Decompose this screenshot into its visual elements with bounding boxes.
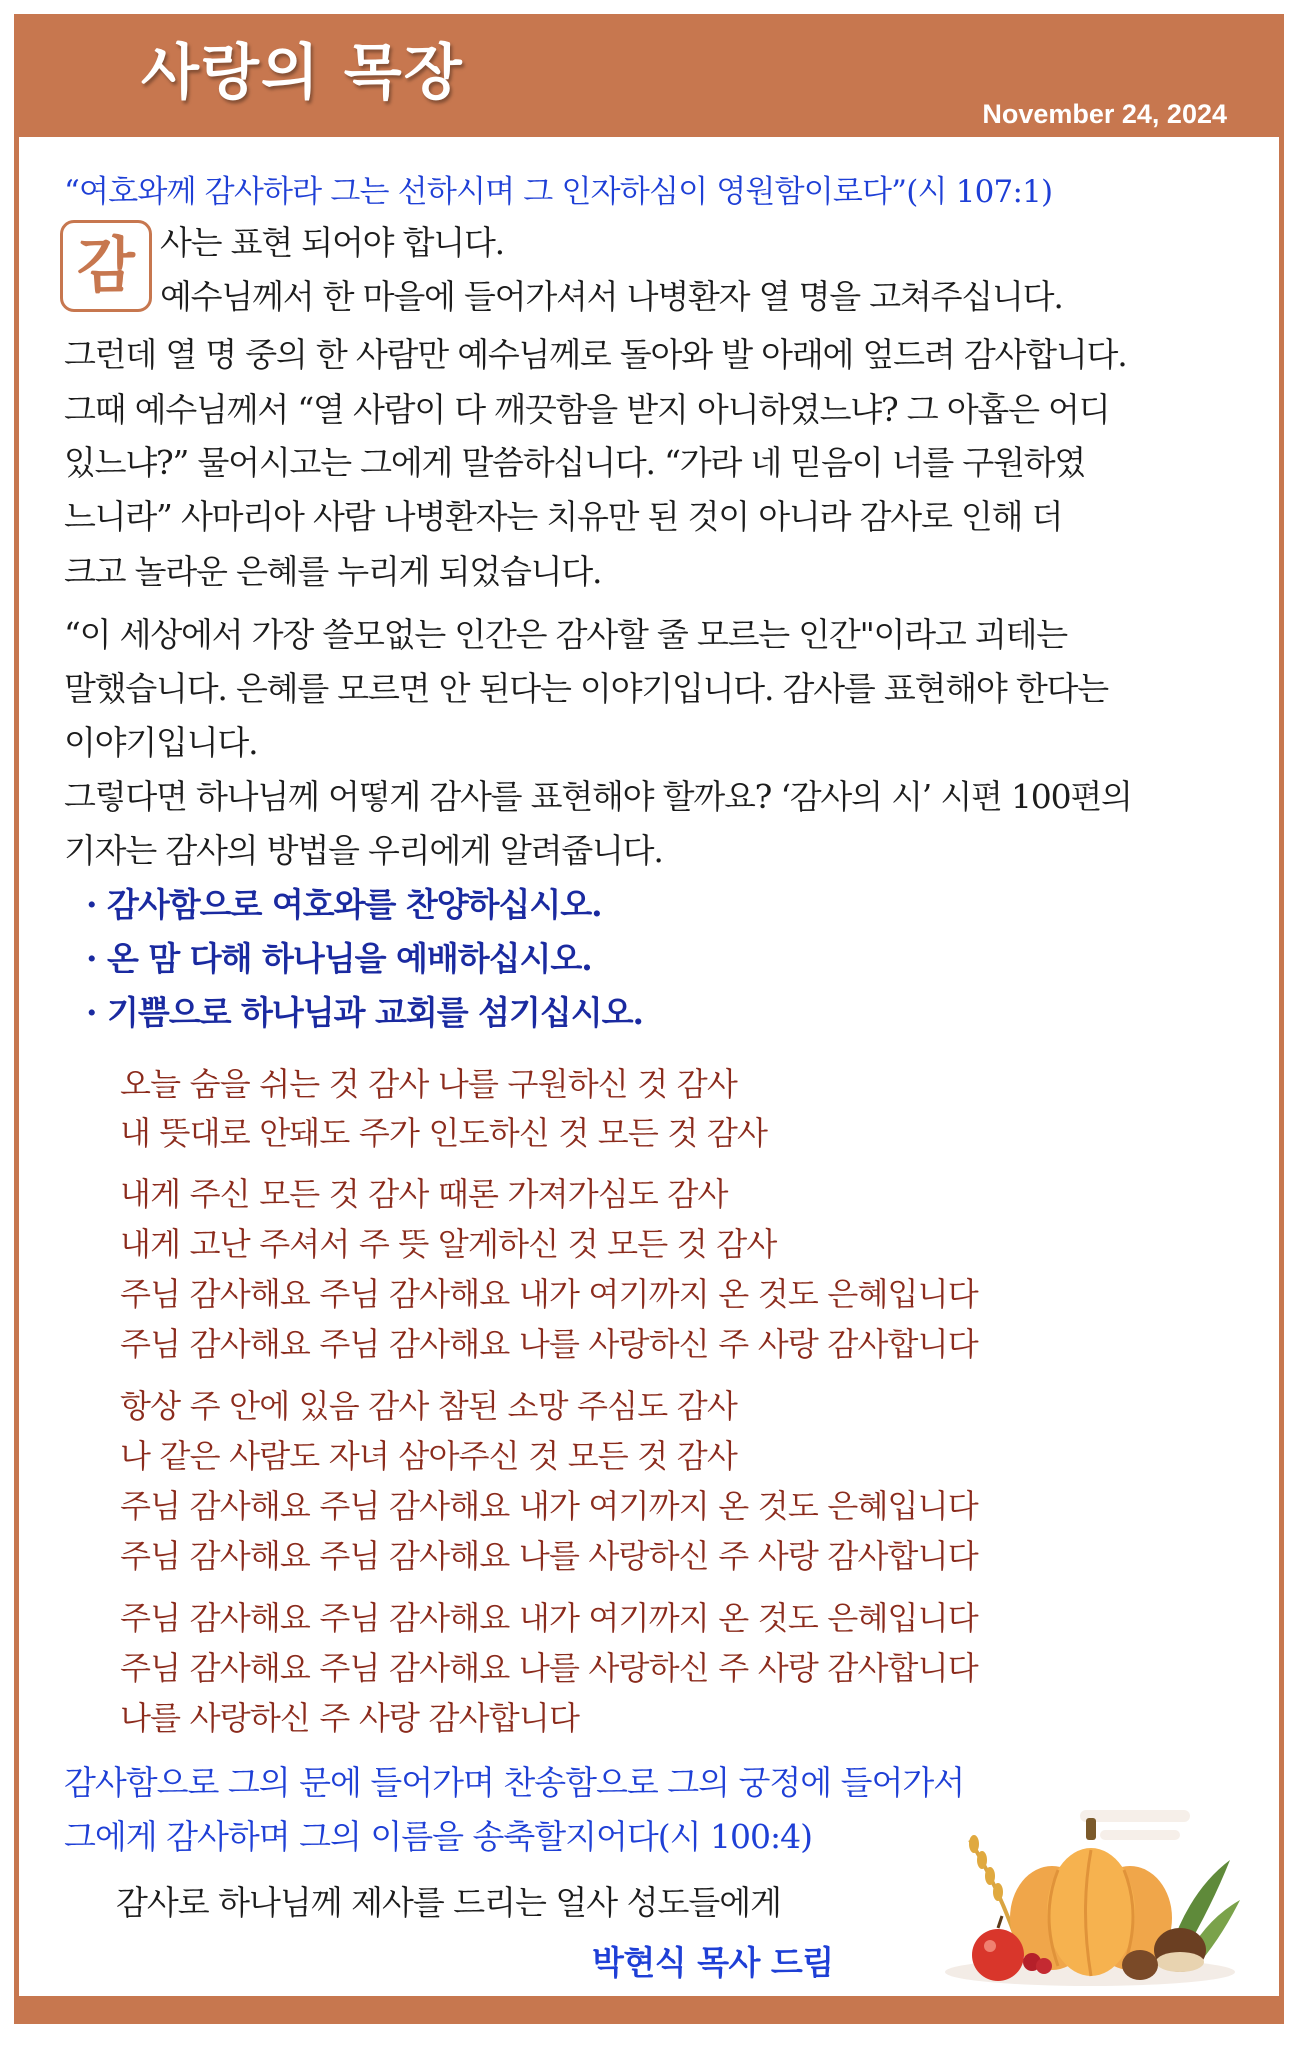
paragraph-line: 그때 예수님께서 “열 사람이 다 깨끗함을 받지 아니하였느냐? 그 아홉은 어디 [64,390,1110,429]
paragraph-line: 느니라” 사마리아 사람 나병환자는 치유만 된 것이 아니라 감사로 인해 더 [64,497,1063,536]
hymn-line: 나를 사랑하신 주 사랑 감사합니다 [120,1699,580,1737]
paragraph-line: 이야기입니다. [64,723,258,762]
hymn-line: 내게 고난 주셔서 주 뜻 알게하신 것 모든 것 감사 [120,1225,777,1263]
hymn-line: 주님 감사해요 주님 감사해요 내가 여기까지 온 것도 은혜입니다 [120,1487,978,1525]
opening-verse: “여호와께 감사하라 그는 선하시며 그 인자하심이 영원함이로다”(시 107:1) [64,174,1053,210]
hymn-line: 내게 주신 모든 것 감사 때론 가져가심도 감사 [120,1175,728,1213]
bullet-item: · 기쁨으로 하나님과 교회를 섬기십시오. [86,993,643,1032]
hymn-line: 주님 감사해요 주님 감사해요 내가 여기까지 온 것도 은혜입니다 [120,1599,978,1637]
signature: 박현식 목사 드림 [592,1943,834,1982]
paragraph-line: 사는 표현 되어야 합니다. [160,223,504,262]
paragraph-line: 말했습니다. 은혜를 모르면 안 된다는 이야기입니다. 감사를 표현해야 한다는 [64,669,1108,708]
bullet-item: · 온 맘 다해 하나님을 예배하십시오. [86,939,592,978]
issue-date: November 24, 2024 [982,99,1227,129]
hymn-line: 주님 감사해요 주님 감사해요 나를 사랑하신 주 사랑 감사합니다 [120,1649,978,1687]
closing-greeting: 감사로 하나님께 제사를 드리는 얼사 성도들에게 [116,1883,782,1922]
hymn-line: 주님 감사해요 주님 감사해요 나를 사랑하신 주 사랑 감사합니다 [120,1537,978,1575]
bullet-item: · 감사함으로 여호와를 찬양하십시오. [86,885,602,924]
hymn-line: 나 같은 사람도 자녀 삼아주신 것 모든 것 감사 [120,1437,737,1475]
header-banner [19,19,1279,137]
paragraph-line: 예수님께서 한 마을에 들어가셔서 나병환자 열 명을 고쳐주십니다. [160,277,1063,316]
paragraph-line: 기자는 감사의 방법을 우리에게 알려줍니다. [64,831,663,870]
hymn-line: 오늘 숨을 쉬는 것 감사 나를 구원하신 것 감사 [120,1065,737,1103]
closing-verse-line: 그에게 감사하며 그의 이름을 송축할지어다(시 100:4) [64,1817,812,1856]
hymn-line: 내 뜻대로 안돼도 주가 인도하신 것 모든 것 감사 [120,1114,768,1152]
drop-cap: 감 [60,220,152,312]
hymn-line: 항상 주 안에 있음 감사 참된 소망 주심도 감사 [120,1387,737,1425]
paragraph-line: 크고 놀라운 은혜를 누리게 되었습니다. [64,552,602,591]
harvest-pumpkin-icon [940,1800,1240,1990]
paragraph-line: “이 세상에서 가장 쓸모없는 인간은 감사할 줄 모르는 인간"이라고 괴테는 [64,615,1067,654]
paragraph-line: 그렇다면 하나님께 어떻게 감사를 표현해야 할까요? ‘감사의 시’ 시편 100편의 [64,777,1132,816]
footer-band [19,1996,1279,2024]
page-title: 사랑의 목장 [141,38,464,108]
closing-verse-line: 감사함으로 그의 문에 들어가며 찬송함으로 그의 궁정에 들어가서 [64,1763,965,1802]
paragraph-line: 그런데 열 명 중의 한 사람만 예수님께로 돌아와 발 아래에 엎드려 감사합니다. [64,335,1127,374]
paragraph-line: 있느냐?” 물어시고는 그에게 말씀하십니다. “가라 네 믿음이 너를 구원하였 [64,443,1086,482]
hymn-line: 주님 감사해요 주님 감사해요 나를 사랑하신 주 사랑 감사합니다 [120,1325,978,1363]
hymn-line: 주님 감사해요 주님 감사해요 내가 여기까지 온 것도 은혜입니다 [120,1275,978,1313]
